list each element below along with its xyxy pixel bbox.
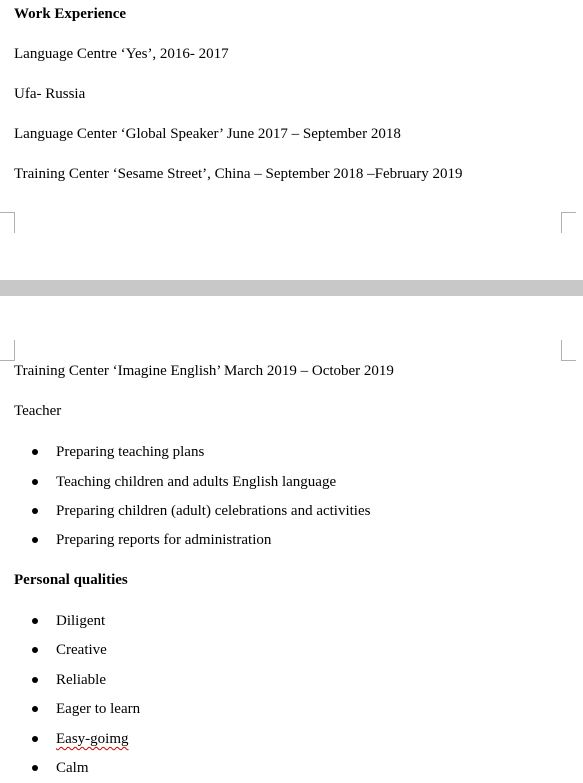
page-corner-mark	[0, 340, 15, 361]
quality-item: Creative	[56, 642, 107, 658]
work-entry: Language Center ‘Global Speaker’ June 2017 – September 2018	[14, 126, 401, 142]
duty-item: Teaching children and adults English language	[56, 474, 337, 490]
bullet-icon	[32, 736, 38, 742]
work-entry: Training Center ‘Sesame Street’, China – September 2018 –February 2019	[14, 166, 463, 182]
page-break-gap	[0, 280, 583, 296]
duty-item: Preparing reports for administration	[56, 532, 272, 548]
page-corner-mark	[0, 212, 15, 233]
work-entry: Training Center ‘Imagine English’ March 2019 – October 2019	[14, 363, 394, 379]
bullet-icon	[32, 677, 38, 683]
bullet-icon	[32, 537, 38, 543]
duty-item: Preparing children (adult) celebrations and activities	[56, 503, 371, 519]
personal-qualities-heading: Personal qualities	[14, 572, 128, 588]
quality-item: Calm	[56, 760, 89, 776]
work-experience-heading: Work Experience	[14, 6, 127, 22]
bullet-icon	[32, 706, 38, 712]
bullet-icon	[32, 449, 38, 455]
bullet-icon	[32, 647, 38, 653]
quality-item: Eager to learn	[56, 701, 141, 717]
duty-item: Preparing teaching plans	[56, 444, 205, 460]
job-title: Teacher	[14, 403, 62, 419]
bullet-icon	[32, 508, 38, 514]
quality-item-misspelled[interactable]: Easy-goimg	[56, 731, 129, 747]
work-entry: Language Centre ‘Yes’, 2016- 2017	[14, 46, 229, 62]
document-page-1	[0, 0, 583, 280]
quality-item: Diligent	[56, 613, 106, 629]
page-corner-mark	[561, 340, 576, 361]
quality-item: Reliable	[56, 672, 106, 688]
page-corner-mark	[561, 212, 576, 233]
bullet-icon	[32, 479, 38, 485]
bullet-icon	[32, 618, 38, 624]
bullet-icon	[32, 765, 38, 771]
work-entry: Ufa- Russia	[14, 86, 86, 102]
